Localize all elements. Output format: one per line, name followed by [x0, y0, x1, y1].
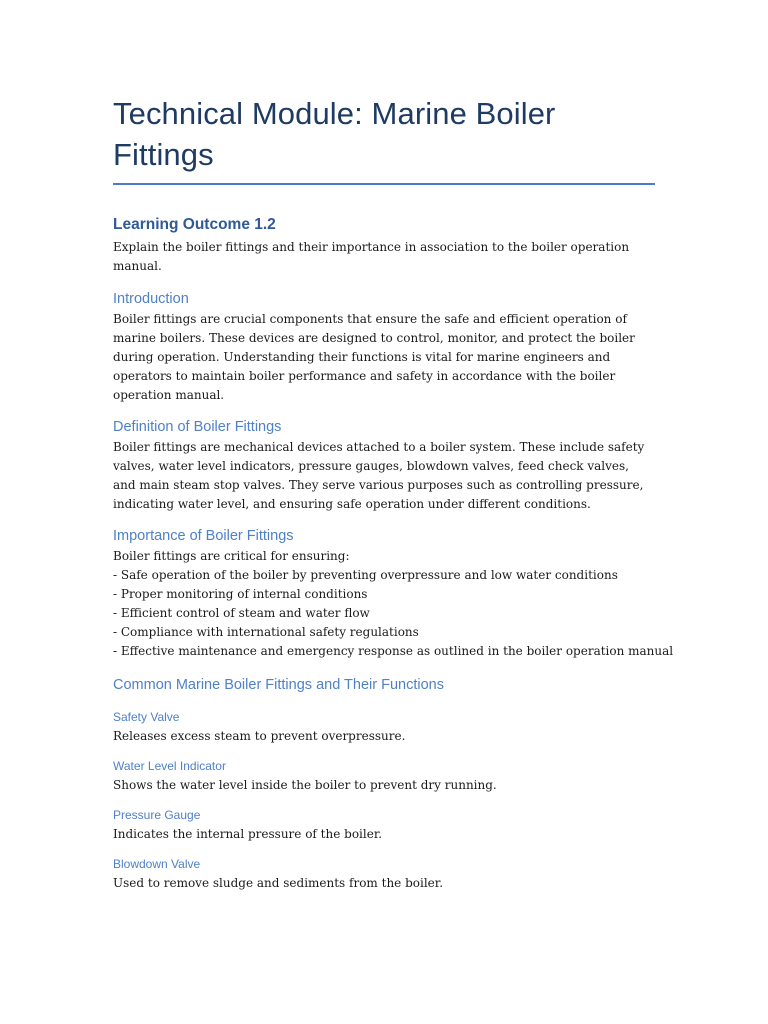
document-page — [113, 93, 674, 893]
importance-intro: Boiler fittings are critical for ensuring: — [113, 549, 350, 563]
list-item: - Safe operation of the boiler by preventing overpressure and low water conditions — [113, 568, 618, 582]
list-item: - Compliance with international safety regulations — [113, 625, 419, 639]
introduction-heading: Introduction — [113, 291, 189, 307]
water-level-indicator-text: Shows the water level inside the boiler to prevent dry running. — [113, 778, 497, 792]
introduction-text: Boiler fittings are crucial components that ensure the safe and efficient operation of marine boilers. These devices are designed to control, monitor, and protect the boiler during operation. Understanding their functions is vital for marine engineers and operators to maintain boiler performance and safety in accordance with the boiler operation manual. — [113, 312, 635, 402]
common-fittings-heading: Common Marine Boiler Fittings and Their Functions — [113, 677, 444, 693]
learning-outcome-heading: Learning Outcome 1.2 — [113, 216, 276, 233]
safety-valve-text: Releases excess steam to prevent overpressure. — [113, 729, 406, 743]
pressure-gauge-text: Indicates the internal pressure of the boiler. — [113, 827, 383, 841]
document-title: Technical Module: Marine Boiler Fittings — [113, 93, 655, 185]
blowdown-valve-heading: Blowdown Valve — [113, 857, 201, 871]
list-item: - Proper monitoring of internal conditions — [113, 587, 368, 601]
list-item: - Effective maintenance and emergency response as outlined in the boiler operation manual — [113, 644, 674, 658]
blowdown-valve-text: Used to remove sludge and sediments from the boiler. — [113, 876, 444, 890]
learning-outcome-text: Explain the boiler fittings and their importance in association to the boiler operation manual. — [113, 240, 630, 273]
water-level-indicator-heading: Water Level Indicator — [113, 759, 226, 773]
importance-heading: Importance of Boiler Fittings — [113, 528, 294, 544]
definition-text: Boiler fittings are mechanical devices attached to a boiler system. These include safety valves, water level indicators, pressure gauges, blowdown valves, feed check valves, and main steam stop valves. They serve various purposes such as controlling pressure, indicating water level, and ensuring safe operation under different conditions. — [113, 440, 645, 511]
importance-list — [113, 566, 674, 661]
pressure-gauge-heading: Pressure Gauge — [113, 808, 201, 822]
safety-valve-heading: Safety Valve — [113, 710, 180, 724]
definition-heading: Definition of Boiler Fittings — [113, 419, 282, 435]
list-item: - Efficient control of steam and water flow — [113, 606, 370, 620]
